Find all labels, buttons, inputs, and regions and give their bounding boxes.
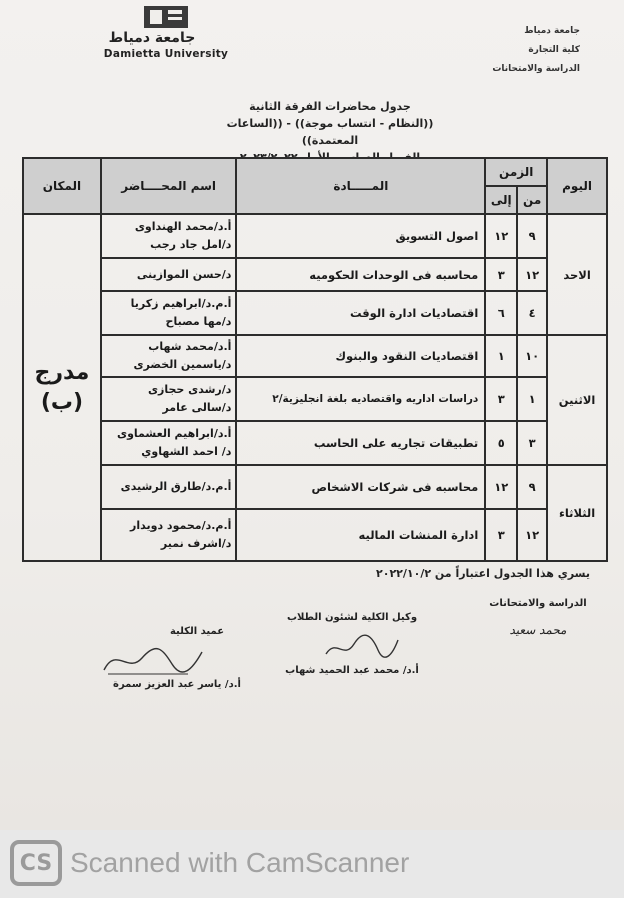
time-to: ١٢ xyxy=(485,465,517,509)
subject-cell: تطبيقات تجاريه على الحاسب xyxy=(236,421,485,465)
document-title-block xyxy=(200,98,460,166)
logo-arabic-text: جامعة دمياط xyxy=(108,30,196,46)
signature-exams xyxy=(478,598,598,637)
header-time: الزمن xyxy=(485,158,547,186)
lecturer-cell xyxy=(101,421,237,465)
header-to: إلى xyxy=(485,186,517,214)
lecturer-name: أ.م.د/طارق الرشيدى xyxy=(120,480,232,493)
lecturer-cell xyxy=(101,258,237,291)
table-row xyxy=(23,509,607,561)
table-row xyxy=(23,214,607,258)
time-from: ٩ xyxy=(517,465,547,509)
subject-cell: ادارة المنشات الماليه xyxy=(236,509,485,561)
lecturer-name: د/حسن الموازينى xyxy=(136,267,232,281)
time-from: ١٠ xyxy=(517,335,547,377)
lecturer-name: د/امل جاد رجب xyxy=(150,238,232,251)
effective-date-note: يسري هذا الجدول اعتباراً من ٢٠٢٢/١٠/٢ xyxy=(376,567,590,580)
lecturer-cell xyxy=(101,335,237,377)
subject-cell: اقتصاديات ادارة الوقت xyxy=(236,291,485,335)
header-line-department: الدراسة والامتحانات xyxy=(492,64,580,74)
header-day: اليوم xyxy=(547,158,607,214)
time-to: ٣ xyxy=(485,509,517,561)
lecturer-cell xyxy=(101,509,237,561)
signature-title: الدراسة والامتحانات xyxy=(489,598,587,609)
lecturer-cell xyxy=(101,291,237,335)
lecturer-cell xyxy=(101,377,237,421)
camscanner-logo-icon: CS xyxy=(10,840,62,886)
header-from: من xyxy=(517,186,547,214)
time-to: ١٢ xyxy=(485,214,517,258)
university-logo-icon xyxy=(142,4,190,30)
subject-cell: اصول التسويق xyxy=(236,214,485,258)
header-place: المكان xyxy=(23,158,101,214)
day-cell: الاحد xyxy=(547,214,607,335)
signature-name: محمد سعيد xyxy=(509,623,567,637)
time-to: ١ xyxy=(485,335,517,377)
signature-title: وكيل الكلية لشئون الطلاب xyxy=(286,612,418,623)
lecturer-name: د/اشرف نمير xyxy=(160,537,232,550)
subject-cell: دراسات اداريه واقتصاديه بلغة انجليزية/٢ xyxy=(236,377,485,421)
subject-cell: اقتصاديات النقود والبنوك xyxy=(236,335,485,377)
subject-cell: محاسبه فى الوحدات الحكوميه xyxy=(236,258,485,291)
table-row xyxy=(23,465,607,509)
lecturer-cell xyxy=(101,465,237,509)
title-line-2: ((النظام - انتساب موجة)) - ((الساعات المعتمدة)) xyxy=(226,117,434,147)
lecturer-name: د/ياسمين الخضرى xyxy=(133,358,232,371)
table-row xyxy=(23,421,607,465)
lecturer-name: د/سالى عامر xyxy=(162,401,232,414)
header-line-faculty: كلية التجارة xyxy=(528,45,580,55)
signature-dean xyxy=(92,626,262,690)
camscanner-text: Scanned with CamScanner xyxy=(70,847,410,878)
lecturer-name: د/رشدى حجازى xyxy=(147,383,232,396)
time-to: ٦ xyxy=(485,291,517,335)
lecturer-name: أ.د/محمد الهنداوى xyxy=(134,220,232,233)
schedule-table xyxy=(22,157,608,562)
title-line-1: جدول محاضرات الفرقة الثانية xyxy=(249,100,411,113)
lecturer-name: أ.م.د/محمود دويدار xyxy=(130,519,232,532)
signature-title: عميد الكلية xyxy=(169,626,225,637)
lecturer-name: أ.د/ابراهيم العشماوى xyxy=(117,427,232,440)
table-row xyxy=(23,258,607,291)
lecturer-name: أ.د/محمد شهاب xyxy=(148,340,232,353)
lecturer-name: د/مها مصباح xyxy=(165,315,232,328)
handwritten-signature-icon xyxy=(98,640,208,680)
time-from: ٤ xyxy=(517,291,547,335)
faculty-header xyxy=(470,22,580,79)
time-from: ١٢ xyxy=(517,258,547,291)
signature-name: أ.د/ ياسر عبد العزيز سمرة xyxy=(113,679,241,690)
time-from: ٣ xyxy=(517,421,547,465)
logo-english-text: Damietta University xyxy=(103,48,229,60)
header-lecturer: اسم المحــــاضر xyxy=(101,158,237,214)
table-row xyxy=(23,291,607,335)
signature-vice-dean xyxy=(262,612,442,676)
lecturer-cell xyxy=(101,214,237,258)
lecturer-name: أ.م.د/ابراهيم زكريا xyxy=(130,297,232,310)
time-from: ١٢ xyxy=(517,509,547,561)
table-row xyxy=(23,377,607,421)
header-subject: المـــــادة xyxy=(236,158,485,214)
time-to: ٣ xyxy=(485,258,517,291)
time-from: ٩ xyxy=(517,214,547,258)
handwritten-signature-icon xyxy=(322,630,402,664)
place-cell: مدرج (ب) xyxy=(23,214,101,561)
camscanner-watermark xyxy=(8,840,608,886)
table-row xyxy=(23,335,607,377)
day-cell: الاثنين xyxy=(547,335,607,465)
time-to: ٣ xyxy=(485,377,517,421)
time-from: ١ xyxy=(517,377,547,421)
subject-cell: محاسبه فى شركات الاشخاص xyxy=(236,465,485,509)
signature-name: أ.د/ محمد عبد الحميد شهاب xyxy=(285,665,419,676)
day-cell: الثلاثاء xyxy=(547,465,607,561)
time-to: ٥ xyxy=(485,421,517,465)
header-line-university: جامعة دمياط xyxy=(524,26,580,36)
lecturer-name: د/ احمد الشهاوي xyxy=(141,445,232,458)
